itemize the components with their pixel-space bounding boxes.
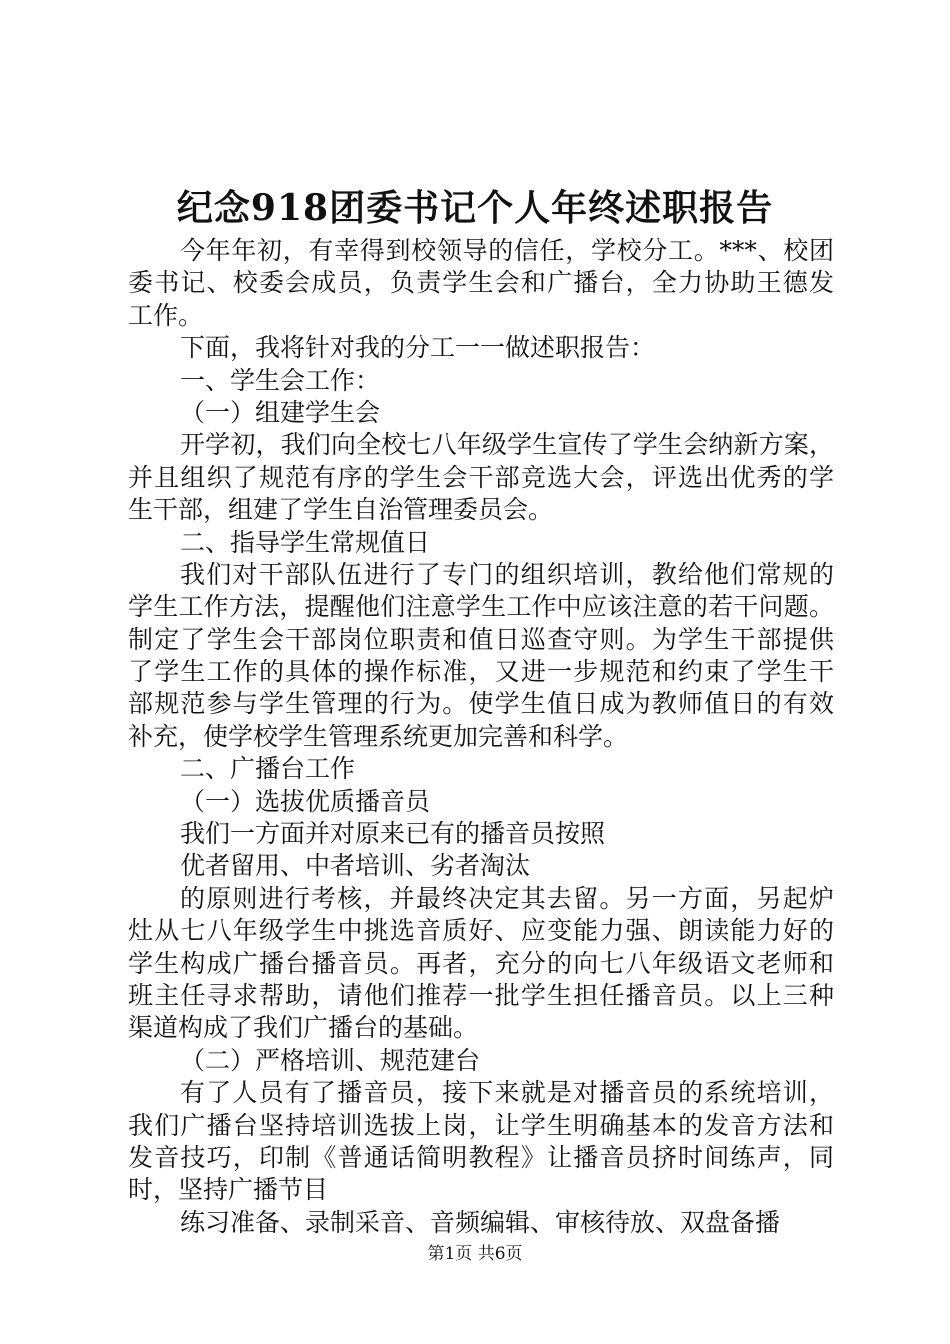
page-number: 第1页 共6页 — [427, 1244, 523, 1264]
paragraph-line: 有了人员有了播音员，接下来就是对播音员的系统培训， — [180, 1078, 834, 1108]
subsection-heading: （二）严格培训、规范建台 — [180, 1045, 481, 1075]
section-heading: 二、广播台工作 — [180, 754, 356, 784]
paragraph-line: 的原则进行考核，并最终决定其去留。另一方面，另起炉 — [180, 883, 834, 913]
paragraph-line: 我们广播台坚持培训选拔上岗，让学生明确基本的发音方法和 — [128, 1110, 834, 1140]
paragraph-line: 时，坚持广播节目 — [128, 1175, 329, 1205]
subsection-heading: （一）选拔优质播音员 — [180, 786, 431, 816]
section-heading: 一、学生会工作： — [180, 365, 381, 395]
paragraph-line: 工作。 — [128, 300, 204, 330]
paragraph-line: 补充，使学校学生管理系统更加完善和科学。 — [128, 721, 629, 751]
paragraph-line: 下面，我将针对我的分工一一做述职报告： — [180, 333, 656, 363]
paragraph-line: 我们对干部队伍进行了专门的组织培训，教给他们常规的 — [180, 559, 834, 589]
paragraph-line: 生干部，组建了学生自治管理委员会。 — [128, 495, 554, 525]
section-heading: 二、指导学生常规值日 — [180, 527, 431, 557]
document-title: 纪念918团委书记个人年终述职报告 — [176, 187, 774, 229]
subsection-heading: （一）组建学生会 — [180, 397, 381, 427]
paragraph-line: 了学生工作的具体的操作标准，又进一步规范和约束了学生干 — [128, 657, 834, 687]
paragraph-line: 班主任寻求帮助，请他们推荐一批学生担任播音员。以上三种 — [128, 980, 834, 1010]
paragraph-line: 优者留用、中者培训、劣者淘汰 — [180, 851, 531, 881]
paragraph-line: 并且组织了规范有序的学生会干部竞选大会，评选出优秀的学 — [128, 462, 834, 492]
paragraph-line: 渠道构成了我们广播台的基础。 — [128, 1013, 479, 1043]
paragraph-line: 制定了学生会干部岗位职责和值日巡查守则。为学生干部提供 — [128, 624, 834, 654]
paragraph-line: 部规范参与学生管理的行为。使学生值日成为教师值日的有效 — [128, 689, 834, 719]
paragraph-line: 学生工作方法，提醒他们注意学生工作中应该注意的若干问题。 — [128, 592, 834, 622]
document-body — [128, 235, 834, 1239]
paragraph-line: 我们一方面并对原来已有的播音员按照 — [180, 819, 606, 849]
paragraph-line: 今年年初，有幸得到校领导的信任，学校分工。***、校团 — [180, 236, 834, 265]
paragraph-line: 学生构成广播台播音员。再者，充分的向七八年级语文老师和 — [128, 948, 834, 978]
paragraph-line: 开学初，我们向全校七八年级学生宣传了学生会纳新方案， — [180, 430, 834, 460]
paragraph-line: 委书记、校委会成员，负责学生会和广播台，全力协助王德发 — [128, 268, 834, 298]
paragraph-line: 发音技巧，印制《普通话简明教程》让播音员挤时间练声，同 — [128, 1142, 834, 1172]
paragraph-line: 灶从七八年级学生中挑选音质好、应变能力强、朗读能力好的 — [128, 916, 834, 946]
paragraph-line: 练习准备、录制采音、音频编辑、审核待放、双盘备播 — [180, 1207, 781, 1237]
